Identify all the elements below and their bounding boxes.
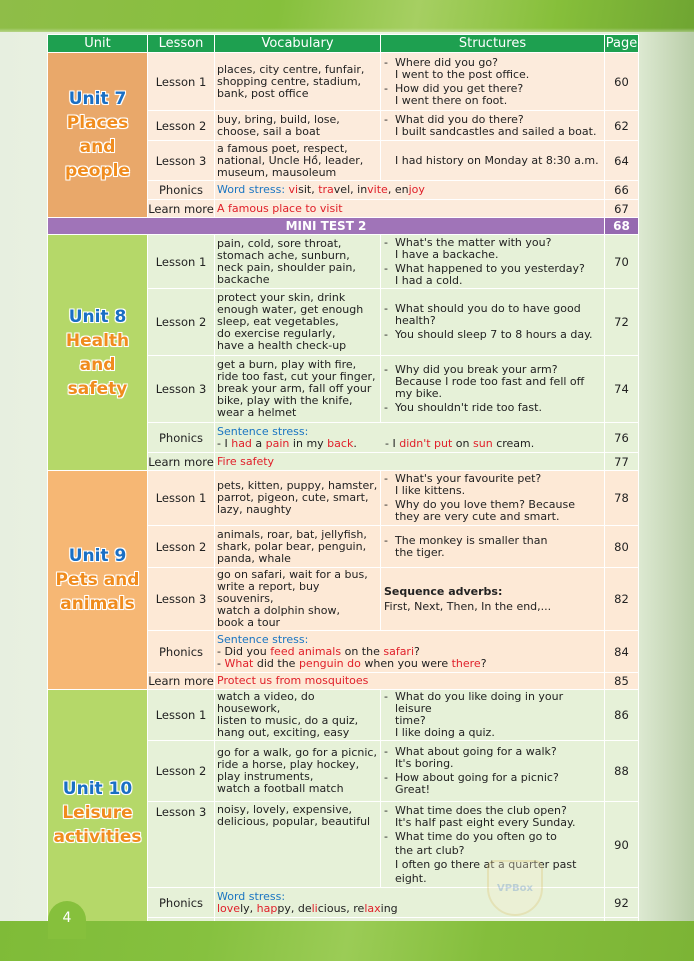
lesson-label[interactable]: Lesson 1 xyxy=(148,690,215,741)
structure-answer: I have a backache. xyxy=(395,247,499,261)
structure-question: What happened to you yesterday? xyxy=(395,261,585,275)
lesson-label[interactable]: Lesson 2 xyxy=(148,526,215,568)
lesson-label[interactable]: Lesson 3 xyxy=(148,568,215,631)
stress-word: relaxing xyxy=(353,901,398,915)
structure-question: What's the matter with you? xyxy=(395,235,552,249)
lesson-label[interactable]: Lesson 2 xyxy=(148,289,215,356)
learn-more-label[interactable]: Learn more xyxy=(148,201,214,216)
vocab-line: ride a horse, play hockey, xyxy=(217,758,360,771)
vocabulary-cell xyxy=(215,471,381,526)
vocab-line: shopping centre, stadium, xyxy=(217,74,362,88)
phonics-content: Word stress: lovely, happy, delicious, relaxing xyxy=(215,888,605,918)
phonics-content xyxy=(215,631,605,673)
structure-answer: I like doing a quiz. xyxy=(395,726,495,739)
unit-number: Unit 9 xyxy=(68,546,127,566)
vocab-line: listen to music, do a quiz, xyxy=(217,714,359,727)
vocab-line: noisy, lovely, expensive, xyxy=(217,803,352,816)
vocabulary-cell xyxy=(215,111,381,141)
lesson-label[interactable]: Lesson 1 xyxy=(148,471,215,526)
vocab-line: watch a video, do housework, xyxy=(217,690,315,715)
vocabulary-cell xyxy=(215,690,381,741)
stress-sentence: - What did the penguin do when you were there? xyxy=(217,656,487,670)
structures-cell xyxy=(381,568,605,631)
structure-question: What about going for a walk? xyxy=(395,745,557,758)
vocabulary-cell xyxy=(215,289,381,356)
phonics-label[interactable]: Phonics xyxy=(148,631,215,673)
vocabulary-cell xyxy=(215,53,381,111)
structure-question: Why did you break your arm? xyxy=(395,363,558,376)
structure-answer: time? xyxy=(395,714,426,727)
lesson-label[interactable]: Lesson 3 xyxy=(148,356,215,423)
stress-word: enjoy xyxy=(394,183,425,196)
vocabulary-cell xyxy=(215,141,381,181)
structures-cell: - What should you do to have good health? - You should sleep 7 to 8 hours a day. xyxy=(381,289,605,356)
vocabulary-cell xyxy=(215,568,381,631)
page-number[interactable]: 92 xyxy=(605,888,639,918)
structures-cell: - Why did you break your arm? Because I rode too fast and fell off my bike. - You shouldn't ride too fast. xyxy=(381,356,605,423)
page-number[interactable]: 72 xyxy=(605,289,639,356)
bottom-decorative-band xyxy=(0,921,694,961)
unit-7-cell xyxy=(48,53,148,218)
vocab-line: national, Uncle Hồ, leader, xyxy=(217,153,364,167)
table-row xyxy=(48,235,639,289)
vocabulary-cell xyxy=(215,356,381,423)
structure-question: What do you like doing in your leisure xyxy=(395,690,564,715)
stress-sentence: - Did you feed animals on the safari? xyxy=(217,644,420,658)
structure-text: First, Next, Then, In the end,... xyxy=(384,599,552,613)
unit-title-line: Leisure xyxy=(62,802,133,823)
vocab-line: enough water, get enough xyxy=(217,303,364,316)
page-number[interactable]: 82 xyxy=(605,568,639,631)
structures-cell: - What do you like doing in your leisure time? I like doing a quiz. xyxy=(381,690,605,741)
structure-answer: I like kittens. xyxy=(395,484,466,497)
structure-question: What time does the club open? xyxy=(395,803,567,817)
stress-word: delicious xyxy=(297,901,347,915)
lesson-label[interactable]: Lesson 3 xyxy=(148,802,215,888)
structures-cell: - What's your favourite pet? I like kittens. - Why do you love them? Because they are very cute and smart. xyxy=(381,471,605,526)
shield-logo-icon: VPBox xyxy=(487,860,543,916)
structures-cell: - What about going for a walk? It's boring. - How about going for a picnic? Great! xyxy=(381,741,605,802)
vocab-line: places, city centre, funfair, xyxy=(217,62,365,76)
unit-title-line: people xyxy=(65,161,130,181)
page-number[interactable]: 76 xyxy=(605,423,639,453)
vocab-line: have a health check-up xyxy=(217,339,347,352)
stress-word: lovely xyxy=(217,901,250,915)
structure-question: What's your favourite pet? xyxy=(395,472,542,485)
vocab-line: go for a walk, go for a picnic, xyxy=(217,746,377,759)
stress-word: happy xyxy=(256,901,291,915)
header-unit: Unit xyxy=(48,35,148,53)
vocab-line: get a burn, play with fire, xyxy=(217,358,357,371)
phonics-label[interactable]: Phonics xyxy=(148,181,215,200)
phonics-content xyxy=(215,423,605,453)
vocab-line: watch a football match xyxy=(217,782,344,795)
vocab-line: bank, post office xyxy=(217,86,309,100)
lesson-label[interactable]: Lesson 1 xyxy=(148,235,215,289)
stress-word: invite xyxy=(357,183,388,196)
vocab-line: museum, mausoleum xyxy=(217,165,337,179)
structure-question: How did you get there? xyxy=(395,81,524,95)
learn-more-label[interactable]: Learn more xyxy=(148,454,214,469)
structure-question: How about going for a picnic? xyxy=(395,771,559,784)
vocab-line: bike, play with the knife, xyxy=(217,394,353,407)
phonics-heading: Word stress: xyxy=(217,889,286,903)
phonics-label[interactable]: Phonics xyxy=(148,888,215,918)
page-number[interactable]: 64 xyxy=(605,141,639,181)
structure-answer: I had a cold. xyxy=(395,273,463,287)
vocab-line: lazy, naughty xyxy=(217,503,292,516)
vocab-line: sleep, eat vegetables, xyxy=(217,315,339,328)
structure-answer: I often go there at a quarter past xyxy=(395,857,577,871)
mini-test-row xyxy=(48,218,639,235)
vocabulary-cell xyxy=(215,802,381,888)
learn-more-label[interactable]: Learn more xyxy=(148,674,214,688)
vocab-line: protect your skin, drink xyxy=(217,291,346,304)
vocab-line: delicious, popular, beautiful xyxy=(217,815,371,828)
vocab-line: pain, cold, sore throat, xyxy=(217,236,342,250)
structure-heading: Sequence adverbs: xyxy=(384,584,503,598)
vocab-line: watch a dolphin show, xyxy=(217,604,340,617)
vocabulary-cell xyxy=(215,235,381,289)
page-number[interactable]: 84 xyxy=(605,631,639,673)
page-number-badge: 4 xyxy=(48,901,86,939)
page-number[interactable]: 66 xyxy=(605,181,639,200)
vocab-line: animals, roar, bat, jellyfish, xyxy=(217,527,367,541)
lesson-label[interactable]: Lesson 3 xyxy=(148,141,215,181)
unit-title-line: Places xyxy=(66,113,129,133)
header-structures: Structures xyxy=(381,35,605,53)
vocab-line: panda, whale xyxy=(217,551,291,565)
vocabulary-cell xyxy=(215,526,381,568)
page-number[interactable]: 62 xyxy=(605,111,639,141)
phonics-heading: Word stress: xyxy=(217,183,286,196)
unit-number: Unit 10 xyxy=(62,778,133,799)
unit-9-cell xyxy=(48,471,148,690)
vocab-line: do exercise regularly, xyxy=(217,327,336,340)
mini-test-label[interactable]: MINI TEST 2 xyxy=(48,218,605,235)
header-page: Page xyxy=(605,35,638,51)
structure-question: Why do you love them? Because xyxy=(395,498,576,511)
page-number[interactable]: 60 xyxy=(605,53,639,111)
structure-answer: It's half past eight every Sunday. xyxy=(395,815,576,829)
structure-question: What time do you often go to xyxy=(395,829,557,843)
unit-title-line: Health xyxy=(65,330,130,351)
header-lesson: Lesson xyxy=(148,35,215,53)
unit-title-line: safety xyxy=(67,378,128,399)
structure-question: Where did you go? xyxy=(395,55,498,69)
page-number[interactable]: 88 xyxy=(605,741,639,802)
lesson-label[interactable]: Lesson 2 xyxy=(148,111,215,141)
unit-title-line: Pets and xyxy=(55,570,140,590)
structure-question: You shouldn't ride too fast. xyxy=(395,401,542,414)
vocab-line: shark, polar bear, penguin, xyxy=(217,539,367,553)
header-vocabulary: Vocabulary xyxy=(215,35,381,53)
structure-answer: the art club? xyxy=(395,843,465,857)
phonics-heading: Sentence stress: xyxy=(217,632,309,646)
stress-sentence: - I didn't put on sun cream. xyxy=(385,436,535,450)
mini-test-page[interactable]: 68 xyxy=(605,218,639,235)
unit-number: Unit 7 xyxy=(68,89,127,109)
page-number[interactable]: 74 xyxy=(605,356,639,423)
unit-title-line: activities xyxy=(53,826,142,847)
vocab-line: a famous poet, respect, xyxy=(217,141,348,155)
page-number[interactable]: 70 xyxy=(605,235,639,289)
structure-question: The monkey is smaller than xyxy=(395,533,548,547)
page-number[interactable]: 90 xyxy=(605,802,639,888)
page-number[interactable]: 78 xyxy=(605,471,639,526)
unit-title-line: and xyxy=(79,354,116,375)
page-number[interactable]: 86 xyxy=(605,690,639,741)
structures-cell: - What time does the club open? It's half past eight every Sunday. - What time do you often go to the art club? I often go there at a quarter past eight. xyxy=(381,802,605,888)
table-row xyxy=(48,690,639,741)
vocab-line: go on safari, wait for a bus, xyxy=(217,568,368,581)
learn-more-title: A famous place to visit xyxy=(215,200,605,218)
learn-more-title: Fire safety xyxy=(215,453,605,471)
vocab-line: stomach ache, sunburn, xyxy=(217,248,350,262)
vocabulary-cell xyxy=(215,741,381,802)
vocab-line: book a tour xyxy=(217,616,281,629)
structure-answer: health? xyxy=(395,314,436,327)
structure-answer: they are very cute and smart. xyxy=(395,510,560,523)
learn-more-title: Protect us from mosquitoes xyxy=(215,673,605,690)
structures-cell: - What did you do there? I built sandcastles and sailed a boat. xyxy=(381,111,605,141)
structure-answer: I went to the post office. xyxy=(395,67,530,81)
structures-cell: I had history on Monday at 8:30 a.m. xyxy=(381,141,605,181)
vocab-line: wear a helmet xyxy=(217,406,297,419)
vocab-line: hang out, exciting, easy xyxy=(217,726,350,739)
structure-answer: Because I rode too fast and fell off xyxy=(395,375,585,388)
vocab-line: parrot, pigeon, cute, smart, xyxy=(217,491,369,504)
structure-answer: It's boring. xyxy=(395,757,454,770)
structure-answer: I built sandcastles and sailed a boat. xyxy=(395,124,597,138)
page-number[interactable]: 77 xyxy=(605,453,639,471)
vocab-line: buy, bring, build, lose, xyxy=(217,112,340,126)
structure-answer: eight. xyxy=(395,871,427,885)
structures-cell: - What's the matter with you? I have a backache. - What happened to you yesterday? I had a cold. xyxy=(381,235,605,289)
unit-10-cell xyxy=(48,690,148,936)
unit-title-line: and xyxy=(79,137,116,157)
vocab-line: play instruments, xyxy=(217,770,314,783)
structure-answer: Great! xyxy=(395,783,431,796)
page-number[interactable]: 67 xyxy=(605,200,639,218)
vocab-line: pets, kitten, puppy, hamster, xyxy=(217,479,378,492)
lesson-label[interactable]: Lesson 2 xyxy=(148,741,215,802)
phonics-heading: Sentence stress: xyxy=(217,424,309,438)
structure-question: You should sleep 7 to 8 hours a day. xyxy=(395,328,593,341)
vocab-line: backache xyxy=(217,272,270,286)
page-number[interactable]: 80 xyxy=(605,526,639,568)
vocab-line: break your arm, fall off your xyxy=(217,382,372,395)
structure-question: What did you do there? xyxy=(395,112,524,126)
stress-word: visit xyxy=(288,183,312,196)
stress-word: travel xyxy=(318,183,351,196)
structures-cell: - The monkey is smaller than the tiger. xyxy=(381,526,605,568)
structures-cell: - Where did you go? I went to the post office. - How did you get there? I went there on foot. xyxy=(381,53,605,111)
structure-question: What should you do to have good xyxy=(395,302,581,315)
phonics-content: Word stress: visit, travel, invite, enjoy xyxy=(215,181,605,200)
vocab-line: neck pain, shoulder pain, xyxy=(217,260,356,274)
structure-answer: I went there on foot. xyxy=(395,93,508,107)
page-number[interactable]: 85 xyxy=(605,673,639,690)
unit-8-cell xyxy=(48,235,148,471)
vocab-line: write a report, buy souvenirs, xyxy=(217,580,320,605)
header-row xyxy=(48,35,639,53)
unit-number: Unit 8 xyxy=(68,306,127,327)
unit-title-line: animals xyxy=(60,594,135,614)
table-row xyxy=(48,471,639,526)
vocab-line: ride too fast, cut your finger, xyxy=(217,370,376,383)
table-of-contents xyxy=(47,34,639,936)
structure-answer: the tiger. xyxy=(395,545,445,559)
top-decorative-band xyxy=(0,0,694,32)
vocab-line: choose, sail a boat xyxy=(217,124,321,138)
structure-answer: my bike. xyxy=(395,387,443,400)
phonics-label[interactable]: Phonics xyxy=(148,423,215,453)
table-row xyxy=(48,53,639,111)
lesson-label[interactable]: Lesson 1 xyxy=(148,53,215,111)
stress-sentence: - I had a pain in my back. xyxy=(217,436,357,450)
